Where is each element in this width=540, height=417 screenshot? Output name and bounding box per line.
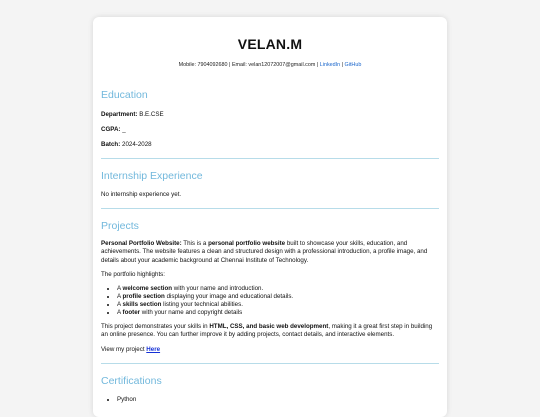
summary-text: This project demonstrates your skills in [101,322,208,330]
internship-title: Internship Experience [101,170,203,183]
summary-text: , making it a great first step in building an online presence. You can further improve it by adding projects, contact details, and interactive elements. [101,322,433,338]
section-divider [101,158,439,159]
linkedin-link[interactable]: LinkedIn [319,62,341,69]
batch-row [101,141,439,149]
project-summary [101,323,439,339]
highlights-intro: The portfolio highlights: [101,270,165,278]
cgpa-row [101,126,439,134]
view-project-row [101,346,439,354]
resume-name: VELAN.M [237,36,303,52]
list-item: • A footer with your name and copyright details [117,309,439,317]
batch-label: Batch: [101,140,121,148]
project-text: This is a [183,240,207,248]
department-value: B.E.CSE [139,110,164,118]
contact-line: Mobile: 7904092680 | Email: velan12072007@gmail.com | LinkedIn | GitHub [178,62,362,69]
batch-value: 2024-2028 [122,140,152,148]
projects-title: Projects [101,219,139,232]
department-row [101,111,439,119]
department-label: Department: [101,110,138,118]
cgpa-value: _ [122,125,126,133]
github-link[interactable]: GitHub [344,62,362,69]
email-address: velan12072007@gmail.com [248,62,316,69]
view-project-link[interactable]: Here [146,346,161,353]
email-label: Email: [231,62,247,69]
education-title: Education [101,89,148,102]
certifications-list [101,396,439,404]
project-text-bold: personal portfolio website [208,240,286,248]
internship-text: No internship experience yet. [101,190,182,198]
list-item: • A skills section listing your technical abilities. [117,301,439,309]
section-divider [101,208,439,209]
mobile-label: Mobile: [178,62,197,69]
view-project-label: View my project [101,346,145,353]
list-item: • A welcome section with your name and introduction. [117,285,439,293]
section-divider [101,363,439,364]
mobile-number: 7904092680 [197,62,228,69]
project-description [101,240,439,264]
highlights-list [101,285,439,317]
cgpa-label: CGPA: [101,125,121,133]
project-name: Personal Portfolio Website: [101,240,182,248]
list-item: • A profile section displaying your image and educational details. [117,293,439,301]
summary-text-bold: HTML, CSS, and basic web development [209,322,329,330]
project-text: built to showcase your skills, education, and achievements. The website features a clean and structured design with a professional introduction, a profile image, and details about your academic background at Chennai Institute of Technology. [101,240,428,264]
certifications-title: Certifications [101,375,162,388]
resume-card [93,17,447,417]
list-item: • Python [117,396,439,404]
